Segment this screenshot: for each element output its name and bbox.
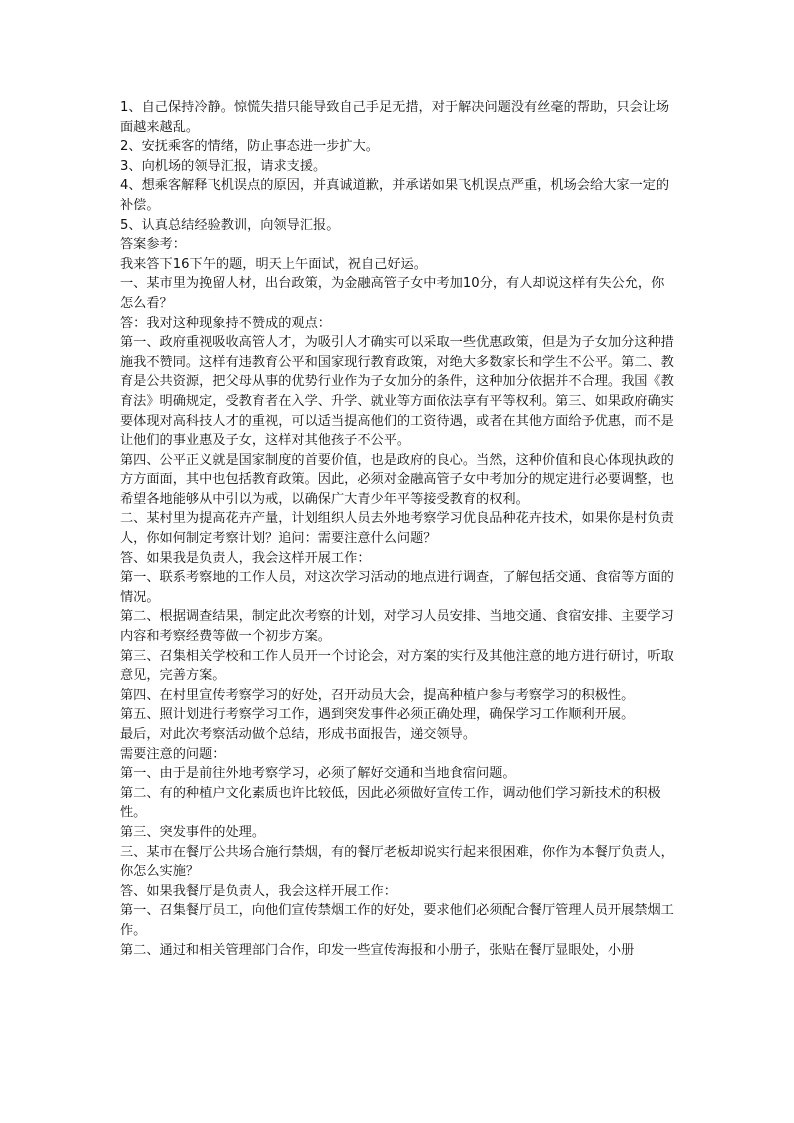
text-line: 第四、在村里宣传考察学习的好处，召开动员大会，提高种植户参与考察学习的积极性。	[120, 687, 635, 703]
text-line: 答、如果我是负责人，我会这样开展工作：	[120, 550, 371, 566]
text-line: 第三、召集相关学校和工作人员开一个讨论会，对方案的实行及其他注意的地方进行研讨，听取意见，完善方案。	[120, 648, 674, 684]
text-line: 第一、由于是前往外地考察学习，必须了解好交通和当地食宿问题。	[120, 766, 516, 782]
text-line: 第四、公平正义就是国家制度的首要价值，也是政府的良心。当然，这种价值和良心体现执政的方方面面，其中也包括教育政策。因此，必须对金融高管子女中考加分的规定进行必要调整，也希望各地能够从中引以为戒，以确保广大青少年平等接受教育的权利。	[120, 452, 674, 507]
document-page	[120, 98, 675, 960]
text-line: 答案参考：	[120, 237, 186, 253]
text-line: 答：我对这种现象持不赞成的观点：	[120, 315, 331, 331]
text-line: 二、某村里为提高花卉产量，计划组织人员去外地考察学习优良品种花卉技术，如果你是村负责人，你如何制定考察计划？追问：需要注意什么问题？	[120, 511, 674, 547]
text-line: 第一、召集餐厅员工，向他们宣传禁烟工作的好处，要求他们必须配合餐厅管理人员开展禁烟工作。	[120, 903, 674, 938]
text-line: 第五、照计划进行考察学习工作，遇到突发事件必须正确处理，确保学习工作顺利开展。	[120, 707, 635, 723]
text-line: 第二、根据调查结果，制定此次考察的计划，对学习人员安排、当地交通、食宿安排、主要学习内容和考察经费等做一个初步方案。	[120, 609, 674, 645]
text-line: 第一、政府重视吸收高管人才，为吸引人才确实可以采取一些优惠政策，但是为子女加分这种措施我不赞同。这样有违教育公平和国家现行教育政策，对绝大多数家长和学生不公平。第二、教育是公共资源，把父母从事的优势行业作为子女加分的条件，这种加分依据并不合理。我国《教育法》明确规定，受教育者在入学、升学、就业等方面依法享有平等权利。第三、如果政府确实要体现对高科技人才的重视，可以适当提高他们的工资待遇，或者在其他方面给予优惠，而不是让他们的事业惠及子女，这样对其他孩子不公平。	[120, 335, 674, 449]
text-line: 5、认真总结经验教训，向领导汇报。	[120, 217, 340, 233]
text-line: 需要注意的问题：	[120, 746, 226, 762]
text-line: 1、自己保持冷静。惊慌失措只能导致自己手足无措，对于解决问题没有丝毫的帮助，只会让场面越来越乱。	[120, 100, 670, 135]
text-line: 第二、通过和相关管理部门合作，印发一些宣传海报和小册子，张贴在餐厅显眼处，小册	[120, 942, 635, 958]
text-line: 4、想乘客解释飞机误点的原因，并真诚道歉，并承诺如果飞机误点严重，机场会给大家一定的补偿。	[120, 178, 670, 213]
text-line: 一、某市里为挽留人材，出台政策，为金融高管子女中考加10分，有人却说这样有失公允，你怎么看？	[120, 276, 665, 311]
text-line: 答、如果我餐厅是负责人，我会这样开展工作：	[120, 883, 397, 899]
text-line: 3、向机场的领导汇报，请求支援。	[120, 158, 327, 174]
text-line: 最后，对此次考察活动做个总结，形成书面报告，递交领导。	[120, 727, 477, 742]
text-line: 第二、有的种植户文化素质也许比较低，因此必须做好宣传工作，调动他们学习新技术的积极性。	[120, 785, 661, 821]
text-line: 2、安抚乘客的情绪，防止事态进一步扩大。	[120, 139, 379, 155]
text-line: 我来答下16下午的题，明天上午面试，祝自己好运。	[120, 256, 427, 272]
text-line: 三、某市在餐厅公共场合施行禁烟，有的餐厅老板却说实行起来很困难，你作为本餐厅负责人，你怎么实施？	[120, 844, 674, 880]
text-line: 第三、突发事件的处理。	[120, 824, 266, 840]
text-line: 第一、联系考察地的工作人员，对这次学习活动的地点进行调查，了解包括交通、食宿等方面的情况。	[120, 570, 674, 605]
